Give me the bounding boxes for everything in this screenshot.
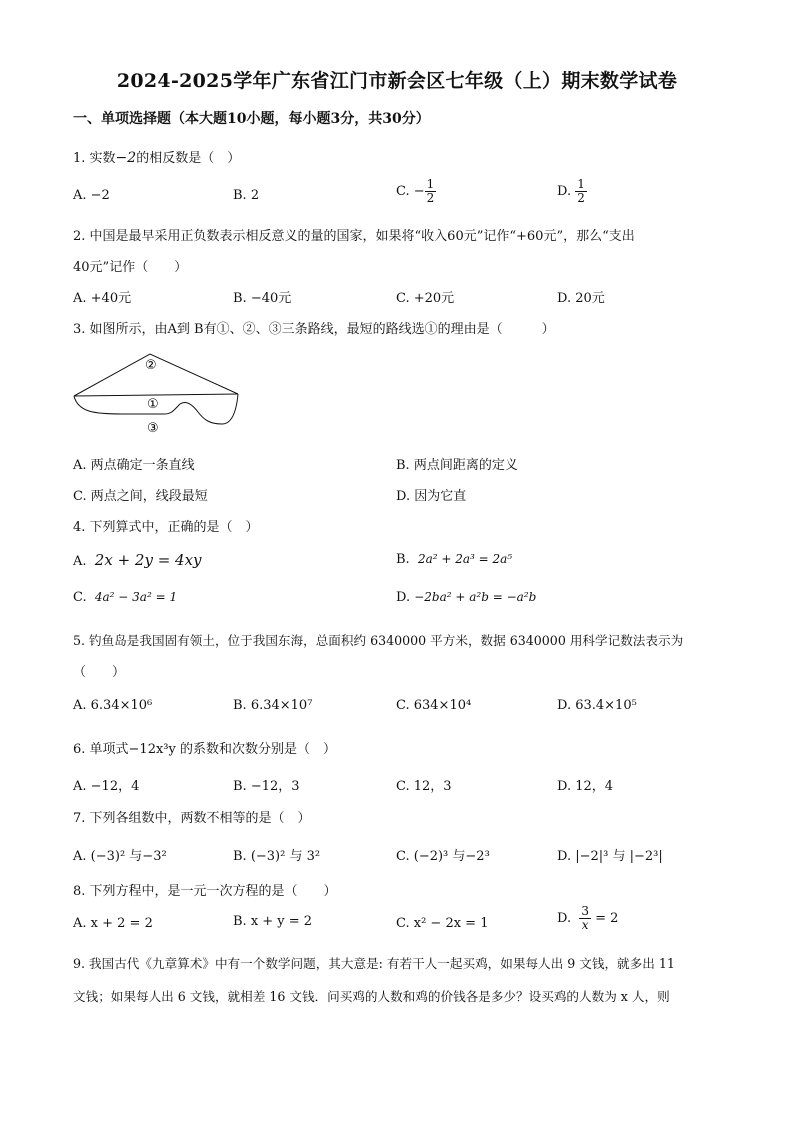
q4-option-d-expr: −2ba² + a²b = −a²b (414, 590, 537, 604)
q4-option-c[interactable] (73, 590, 177, 605)
q5-option-d[interactable]: D. 63.4×10⁵ (557, 698, 637, 713)
question-6-stem: 6. 单项式−12x³y 的系数和次数分别是（ ） (73, 742, 336, 757)
q8-option-d-label: D. (557, 911, 572, 927)
q3-option-d[interactable]: D. 因为它直 (396, 489, 467, 504)
q4-option-d[interactable] (396, 590, 536, 605)
q1-option-d-label: D. (557, 184, 576, 200)
q7-option-c[interactable]: C. (−2)³ 与−2³ (396, 849, 490, 864)
q6-option-c[interactable]: C. 12，3 (396, 779, 452, 794)
question-4-stem: 4. 下列算式中，正确的是（ ） (73, 520, 259, 535)
q6-option-b[interactable]: B. −12，3 (233, 779, 300, 794)
q1-option-a[interactable]: A. −2 (73, 188, 110, 203)
q4-option-c-expr: 4a² − 3a² = 1 (94, 590, 178, 604)
q8-option-a[interactable]: A. x + 2 = 2 (73, 916, 153, 931)
route-1-path (74, 394, 238, 396)
q3-option-c[interactable]: C. 两点之间，线段最短 (73, 489, 208, 504)
question-9-line-1: 9. 我国古代《九章算术》中有一个数学问题，其大意是: 有若干人一起买鸡，如果每人出 9 文钱，就多出 11 (73, 956, 675, 971)
question-9-line-2: 文钱；如果每人出 6 文钱，就相差 16 文钱．问买鸡的人数和鸡的价钱各是多少？设买鸡的人数为 x 人，则 (73, 989, 670, 1004)
q4-option-b[interactable] (396, 552, 512, 567)
question-5-line-2: （ ） (73, 665, 126, 680)
q2-option-a[interactable]: A. +40元 (73, 291, 132, 306)
q2-option-b[interactable]: B. −40元 (233, 291, 292, 306)
question-2-line-1: 2. 中国是最早采用正负数表示相反意义的量的国家，如果将“收入60元”记作“+60元”，那么“支出 (73, 229, 635, 244)
q4-option-a-label: A. (73, 554, 87, 569)
q7-option-a[interactable]: A. (−3)² 与−3² (73, 849, 167, 864)
q1-option-c[interactable] (396, 178, 436, 205)
q7-option-d[interactable]: D. |−2|³ 与 |−2³| (557, 849, 663, 864)
route-1-label: ① (147, 397, 159, 412)
q5-option-b[interactable]: B. 6.34×10⁷ (233, 698, 313, 713)
section-heading: 一、单项选择题（本大题10小题，每小题3分，共30分） (73, 111, 430, 127)
q8-option-d-fraction: $\frac{3}{x}$ (581, 904, 589, 933)
q1-option-d-fraction: $\frac{1}{2}$ (577, 177, 585, 206)
q5-option-c[interactable]: C. 634×10⁴ (396, 698, 472, 713)
q4-option-d-label: D. (396, 590, 411, 605)
route-diagram (72, 352, 242, 436)
question-8-stem: 8. 下列方程中，是一元一次方程的是（ ） (73, 884, 337, 899)
q1-option-c-label: C. − (396, 184, 425, 200)
q6-option-a[interactable]: A. −12，4 (73, 779, 140, 794)
q8-option-d[interactable] (557, 905, 618, 932)
q3-option-b[interactable]: B. 两点间距离的定义 (396, 458, 518, 473)
q4-option-a-expr: 2x + 2y = 4xy (94, 551, 202, 569)
question-7-stem: 7. 下列各组数中，两数不相等的是（ ） (73, 811, 311, 826)
q6-option-d[interactable]: D. 12，4 (557, 779, 614, 794)
question-1-stem (73, 147, 240, 166)
page-title: 2024-2025学年广东省江门市新会区七年级（上）期末数学试卷 (116, 70, 678, 92)
q5-option-a[interactable]: A. 6.34×10⁶ (73, 698, 153, 713)
q1-option-c-fraction: $\frac{1}{2}$ (426, 177, 435, 206)
question-2-line-2: 40元”记作（ ） (73, 260, 188, 275)
question-5-line-1: 5. 钓鱼岛是我国固有领土，位于我国东海，总面积约 6340000 平方米，数据 6340000 用科学记数法表示为 (73, 633, 684, 648)
route-2-label: ② (145, 358, 157, 373)
q1-stem-part-a: 1. 实数 (73, 151, 116, 166)
q1-option-d[interactable] (557, 178, 587, 205)
q4-option-c-label: C. (73, 590, 87, 605)
q4-option-b-label: B. (396, 552, 410, 567)
route-3-label: ③ (147, 421, 159, 436)
question-3-stem: 3. 如图所示，由A到 B有①、②、③三条路线，最短的路线选①的理由是（ ） (73, 322, 555, 337)
q4-option-a[interactable] (73, 551, 202, 569)
q8-option-b[interactable]: B. x + y = 2 (233, 914, 313, 929)
q8-option-c[interactable]: C. x² − 2x = 1 (396, 916, 489, 931)
q8-option-d-tail: = 2 (595, 911, 619, 927)
q7-option-b[interactable]: B. (−3)² 与 3² (233, 849, 321, 864)
q2-option-d[interactable]: D. 20元 (557, 291, 605, 306)
q2-option-c[interactable]: C. +20元 (396, 291, 455, 306)
q1-stem-number: −2 (115, 150, 137, 166)
q4-option-b-expr: 2a² + 2a³ = 2a⁵ (417, 552, 513, 566)
q1-option-b[interactable]: B. 2 (233, 188, 260, 203)
q3-option-a[interactable]: A. 两点确定一条直线 (73, 458, 195, 473)
q1-stem-part-b: 的相反数是（ ） (136, 151, 241, 166)
